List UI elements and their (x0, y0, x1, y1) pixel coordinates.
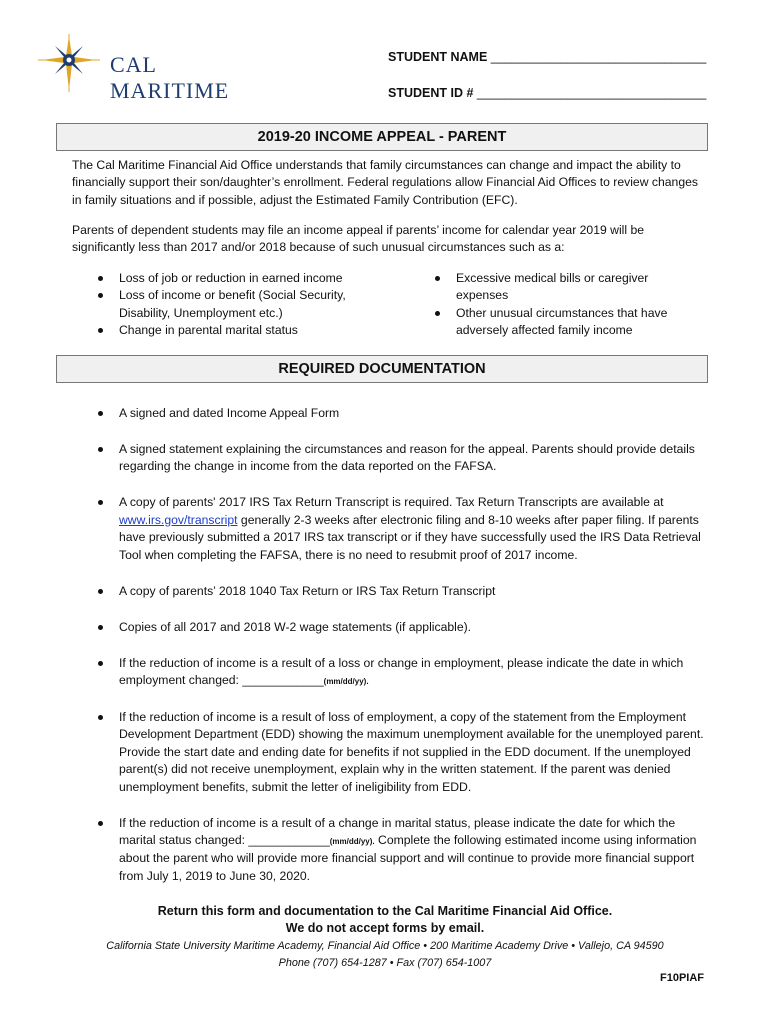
student-name-field[interactable] (388, 50, 706, 64)
student-id-label: STUDENT ID # (388, 86, 474, 100)
doc-item-2017-text-a: A copy of parents' 2017 IRS Tax Return Transcript is required. Tax Return Transcripts are available at (119, 495, 664, 510)
office-address: California State University Maritime Academy, Financial Aid Office • 200 Maritime Academy Drive • Vallejo, CA 94590 (106, 940, 664, 952)
office-phone-fax: Phone (707) 654-1287 • Fax (707) 654-1007 (278, 957, 492, 969)
marital-status-text-a: If the reduction of income is a result of a change in marital status, please indicate the date for which the marital status changed: (119, 815, 676, 848)
student-name-label: STUDENT NAME (388, 50, 488, 64)
student-name-line: _______________________________ (490, 50, 707, 64)
required-documentation-heading: REQUIRED DOCUMENTATION (56, 355, 708, 383)
doc-item-2018-tax-return: A copy of parents’ 2018 1040 Tax Return or IRS Tax Return Transcript (72, 583, 706, 600)
income-appeal-heading: 2019-20 INCOME APPEAL - PARENT (56, 123, 708, 151)
return-instructions: Return this form and documentation to the Cal Maritime Financial Aid Office. (157, 904, 613, 918)
no-email-notice: We do not accept forms by email. (285, 921, 485, 935)
list-item: Loss of income or benefit (Social Security, Disability, Unemployment etc.) (72, 287, 372, 322)
irs-transcript-link[interactable]: www.irs.gov/transcript (119, 512, 238, 527)
date-format-hint: (mm/dd/yy). (323, 677, 369, 687)
compass-star-icon (38, 34, 100, 94)
student-id-line: _________________________________ (476, 86, 707, 100)
intro-paragraph-2: Parents of dependent students may file an income appeal if parents’ income for calendar year 2019 will be significantly less than 2017 and/or 2018 because of such unusual circumstances such as a: (72, 223, 645, 255)
logo-text: CAL MARITIME (110, 52, 230, 103)
employment-change-date-blank[interactable]: ____________ (242, 673, 324, 688)
doc-item-w2: Copies of all 2017 and 2018 W-2 wage statements (if applicable). (72, 619, 706, 636)
doc-item-employment-change (72, 655, 706, 691)
circumstances-list-left (72, 270, 372, 340)
cal-maritime-logo (38, 34, 278, 103)
circumstances-list-right (409, 270, 679, 340)
employment-change-text: If the reduction of income is a result of a loss or change in employment, please indicate the date in which employment changed: (119, 655, 684, 688)
doc-item-2017-transcript (72, 494, 706, 564)
list-item: Other unusual circumstances that have adversely affected family income (409, 305, 679, 340)
doc-item-edd-statement: If the reduction of income is a result of loss of employment, a copy of the statement from the Employment Development Department (EDD) showing the maximum unemployment available for the unemployed parent. Provide the start date and ending date for benefits if not supplied in the EDD document. If the unemployed parent(s) did not receive unemployment, explain why in the written statement. If the parent was denied unemployment benefits, submit the letter of ineligibility from EDD. (72, 709, 706, 796)
list-item: Change in parental marital status (72, 322, 372, 339)
student-id-field[interactable] (388, 86, 706, 100)
doc-item-marital-status (72, 815, 706, 886)
marital-status-text-b: Complete the following estimated income using information about the parent who will provide more financial support and will continue to provide more financial support from July 1, 2019 to June 30, 2020. (119, 833, 697, 883)
marital-status-date-blank[interactable]: ____________ (248, 833, 330, 848)
intro-paragraph-1: The Cal Maritime Financial Aid Office understands that family circumstances can change and impact the ability to financially support their son/daughter’s enrollment. Federal regulations allow Financial Aid Offices to review changes in family situations and if possible, adjust the Estimated Family Contribution (EFC). (72, 158, 698, 207)
doc-item-signed-statement: A signed statement explaining the circumstances and reason for the appeal. Parents should provide details regarding the change in income from the data reported on the FAFSA. (72, 441, 706, 476)
list-item: Excessive medical bills or caregiver expenses (409, 270, 679, 305)
date-format-hint: (mm/dd/yy). (329, 837, 375, 847)
list-item: Loss of job or reduction in earned income (72, 270, 372, 287)
form-id: F10PIAF (659, 972, 704, 984)
doc-item-2017-text-b: generally 2-3 weeks after electronic filing and 8-10 weeks after paper filing. If parents have previously submitted a 2017 IRS tax transcript or if they have successfully used the IRS Data Retrieval Tool when completing the FAFSA, there is no need to resubmit proof of 2017 income. (119, 512, 701, 562)
doc-item-appeal-form: A signed and dated Income Appeal Form (72, 405, 706, 422)
documentation-list (72, 405, 706, 885)
